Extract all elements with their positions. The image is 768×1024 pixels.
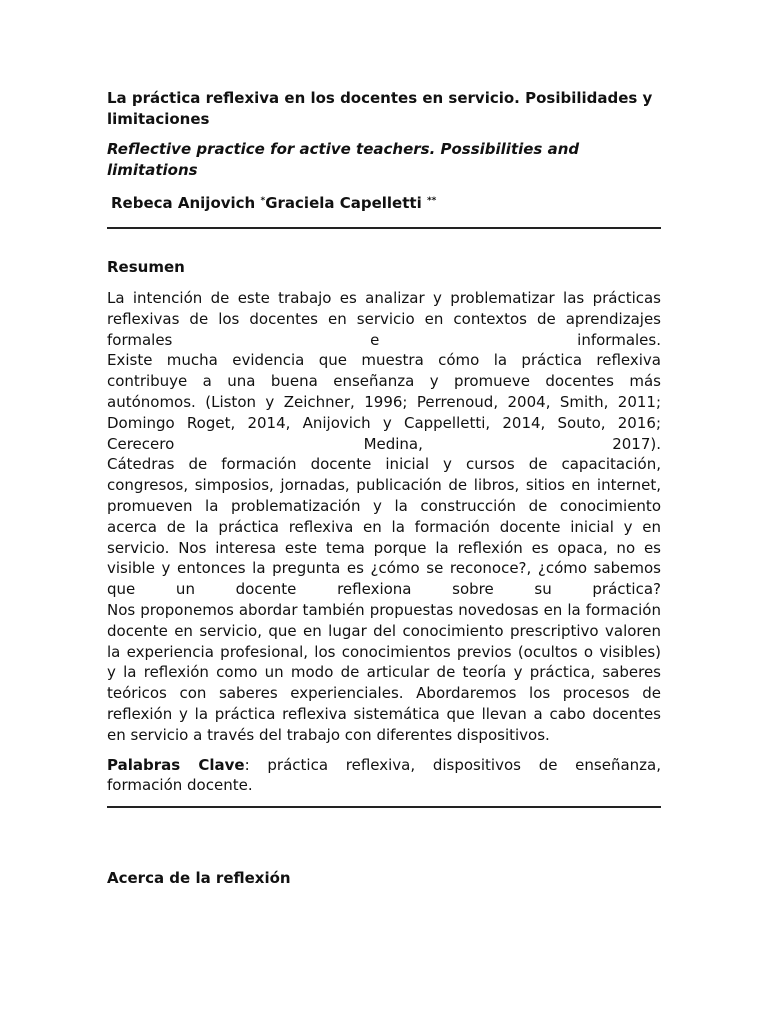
keywords-label: Palabras Clave bbox=[107, 755, 245, 774]
authors-line bbox=[111, 193, 661, 214]
divider bbox=[107, 227, 661, 229]
abstract-paragraph: Nos proponemos abordar también propuestas novedosas en la formación docente en servicio, que en lugar del conocimiento prescriptivo valoren la experiencia profesional, los conocimientos previos (ocultos o visibles) y la reflexión como un modo de articular de teoría y práctica, saberes teóricos con saberes experienciales. Abordaremos los procesos de reflexión y la práctica reflexiva sistemática que llevan a cabo docentes en servicio a través del trabajo con diferentes dispositivos. bbox=[107, 600, 661, 744]
author-name: Rebeca Anijovich bbox=[111, 194, 256, 212]
abstract-paragraph: La intención de este trabajo es analizar y problematizar las prácticas reflexivas de los docentes en servicio en contextos de aprendizajes formales e informales. bbox=[107, 289, 661, 349]
keywords-text: : práctica reflexiva, dispositivos de enseñanza, formación docente. bbox=[107, 755, 662, 795]
section-heading: Acerca de la reflexión bbox=[107, 869, 291, 888]
abstract-heading: Resumen bbox=[107, 258, 185, 276]
document-title: La práctica reflexiva en los docentes en servicio. Posibilidades y limitaciones bbox=[107, 89, 653, 128]
abstract-body bbox=[107, 288, 661, 746]
document-subtitle: Reflective practice for active teachers. Possibilities and limitations bbox=[107, 140, 580, 179]
divider bbox=[107, 806, 661, 808]
keywords bbox=[107, 755, 661, 797]
author-name: Graciela Capelletti bbox=[265, 194, 422, 212]
author-footnote-mark[interactable]: * bbox=[260, 196, 266, 206]
author-footnote-mark[interactable]: ** bbox=[426, 196, 437, 206]
document-page bbox=[107, 88, 661, 889]
abstract-paragraph: Cátedras de formación docente inicial y cursos de capacitación, congresos, simposios, jornadas, publicación de libros, sitios en internet, promueven la problematización y la construcción de conocimiento acerca de la práctica reflexiva en la formación docente inicial y en servicio. Nos interesa este tema porque la reflexión es opaca, no es visible y entonces la pregunta es ¿cómo se reconoce?, ¿cómo sabemos que un docente reflexiona sobre su práctica? bbox=[107, 455, 661, 599]
abstract-paragraph: Existe mucha evidencia que muestra cómo la práctica reflexiva contribuye a una buena enseñanza y promueve docentes más autónomos. (Liston y Zeichner, 1996; Perrenoud, 2004, Smith, 2011; Domingo Roget, 2014, Anijovich y Cappelletti, 2014, Souto, 2016; Cerecero Medina, 2017). bbox=[107, 351, 661, 453]
